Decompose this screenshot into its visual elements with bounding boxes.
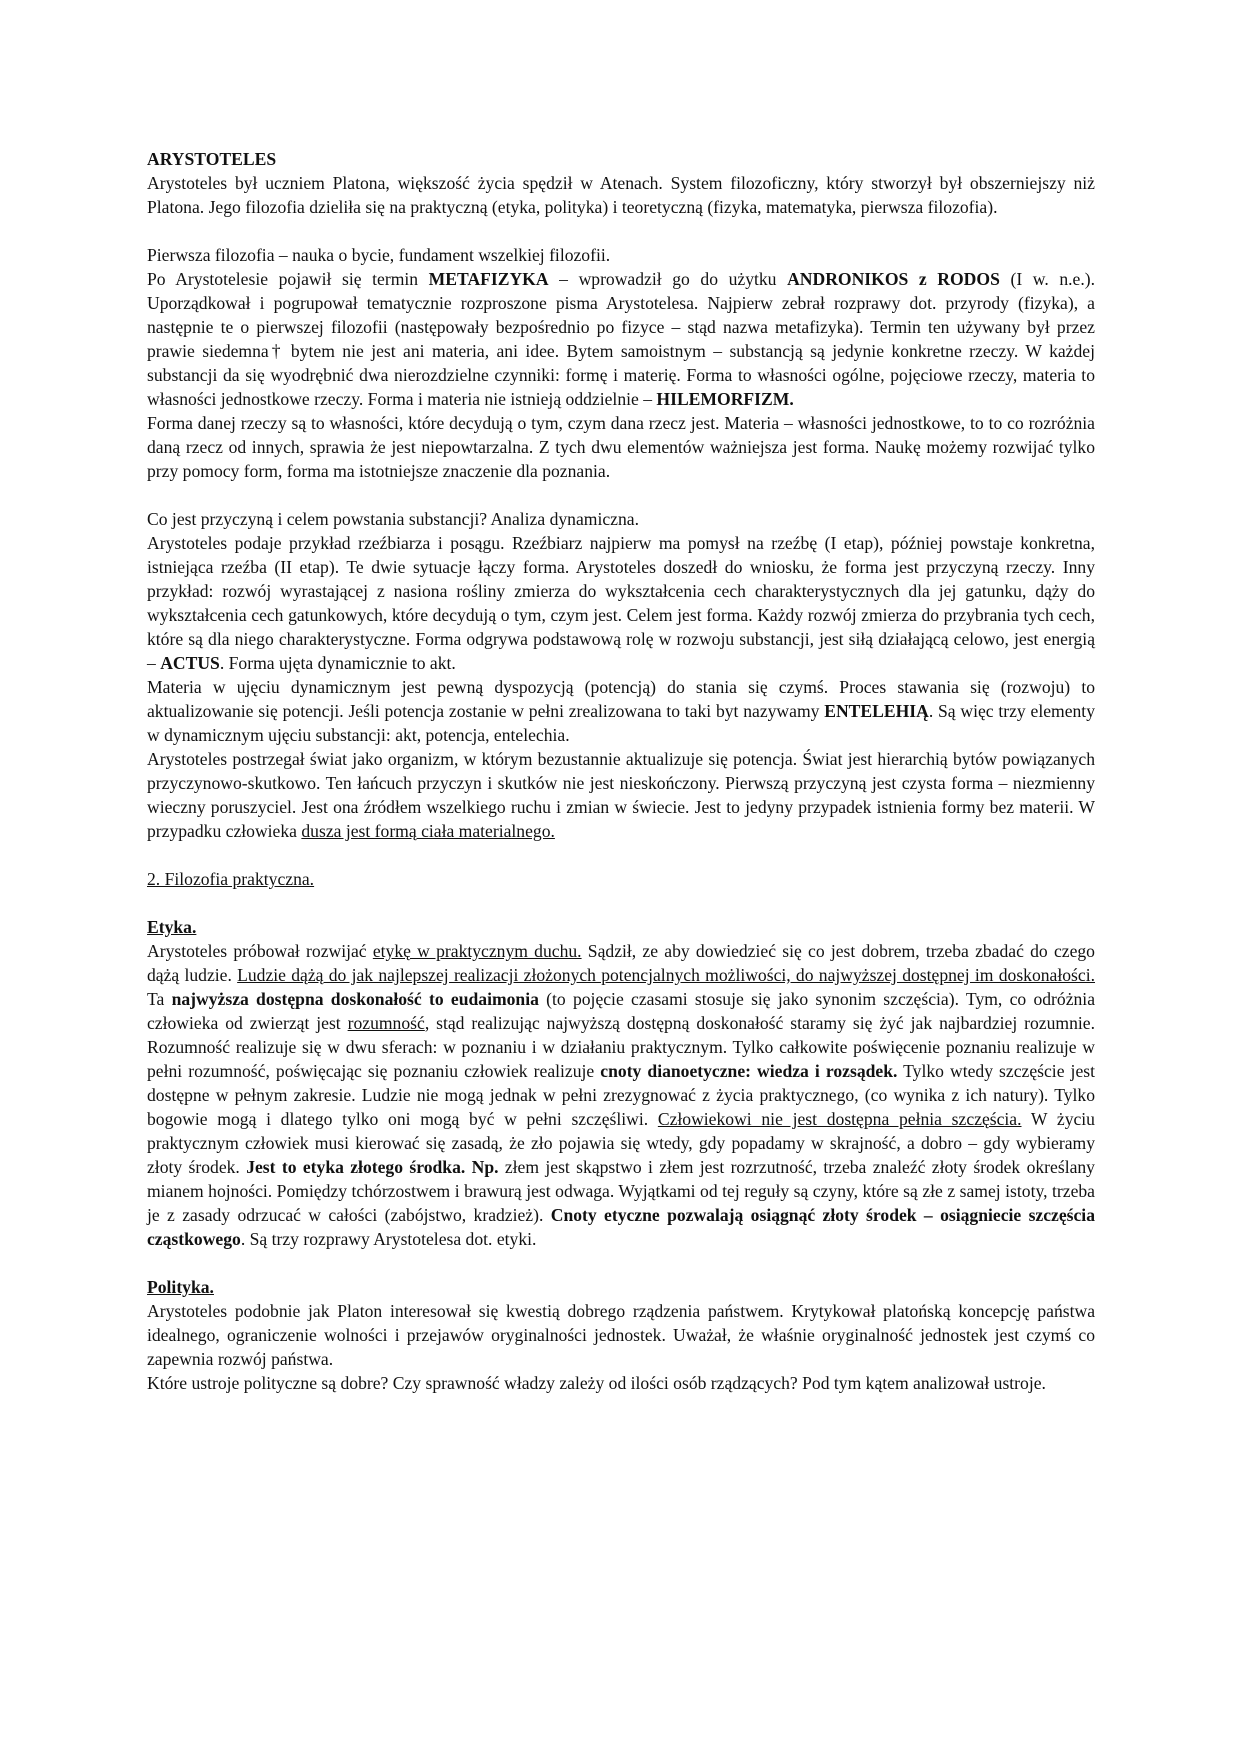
- actus-term: ACTUS: [160, 653, 220, 673]
- spacer: [147, 483, 1095, 507]
- politics-question-paragraph: Które ustroje polityczne są dobre? Czy sprawność władzy zależy od ilości osób rządzących? Pod tym kątem analizował ustroje.: [147, 1373, 1046, 1393]
- first-philosophy-paragraph: Pierwsza filozofia – nauka o bycie, fundament wszelkiej filozofii.: [147, 245, 611, 265]
- ethics-paragraph: Arystoteles próbował rozwijać etykę w praktycznym duchu. Sądził, ze aby dowiedzieć się co jest dobrem, trzeba zbadać do czego dążą ludzie. Ludzie dążą do jak najlepszej realizacji złożonych potencjalnych możliwości, do najwyższej dostępnej im doskonałości. Ta najwyższa dostępna doskonałość to eudaimonia (to pojęcie czasami stosuje się jako synonim szczęścia). Tym, co odróżnia człowieka od zwierząt jest rozumność, stąd realizując najwyższą dostępną doskonałość staramy się żyć jak najbardziej rozumnie. Rozumność realizuje się w dwu sferach: w poznaniu i w działaniu praktycznym. Tylko całkowite poświęcenie poznaniu realizuje w pełni rozumność, poświęcając się poznaniu człowiek realizuje cnoty dianoetyczne: wiedza i rozsądek. Tylko wtedy szczęście jest dostępne w pełnym zakresie. Ludzie nie mogą jednak w pełni zrezygnować z życia praktycznego, (co wynika z ich natury). Tylko bogowie mogą i dlatego tylko oni mogą być w pełni szczęśliwi. Człowiekowi nie jest dostępna pełnia szczęścia. W życiu praktycznym człowiek musi kierować się zasadą, że zło pojawia się wtedy, gdy popadamy w skrajność, a dobro – gdy wybieramy złoty środek. Jest to etyka złotego środka. Np. złem jest skąpstwo i złem jest rozrzutność, trzeba znaleźć złoty środek określany mianem hojności. Pomiędzy tchórzostwem i brawurą jest odwaga. Wyjątkami od tej reguły są czyny, które są złe z samej istoty, trzeba je z zasady odrzucać w całości (zabójstwo, kradzież). Cnoty etyczne pozwalają osiągnąć złoty środek – osiągniecie szczęścia cząstkowego. Są trzy rozprawy Arystotelesa dot. etyki.: [147, 941, 1096, 1249]
- metaphysics-paragraph: Po Arystotelesie pojawił się termin METAFIZYKA – wprowadził go do użytku ANDRONIKOS z RODOS (I w. n.e.). Uporządkował i pogrupował tematycznie rozproszone pisma Arystotelesa. Najpierw zebrał rozprawy dot. przyrody (fizyka), a następnie te o pierwszej filozofii (następowały bezpośrednio po fizyce – stąd nazwa metafizyka). Termin ten używany był przez prawie siedemna† bytem nie jest ani materia, ani idee. Bytem samoistnym – substancją są jedynie konkretne rzeczy. W każdej substancji da się wyodrębnić dwa nierozdzielne czynniki: formę i materię. Forma to własności ogólne, pojęciowe rzeczy, materia to własności jednostkowe rzeczy. Forma i materia nie istnieją oddzielnie – HILEMORFIZM.: [147, 269, 1095, 409]
- dynamic-question: Co jest przyczyną i celem powstania substancji? Analiza dynamiczna.: [147, 509, 639, 529]
- dynamic-analysis-paragraph: Arystoteles podaje przykład rzeźbiarza i posągu. Rzeźbiarz najpierw ma pomysł na rzeźbę (I etap), później powstaje konkretna, istniejąca rzeźba (II etap). Te dwie sytuacje łączy forma. Arystoteles doszedł do wniosku, że forma jest przyczyną rzeczy. Inny przykład: rozwój wyrastającej z nasiona rośliny zmierza do wykształcenia cech charakterystycznych dla jej gatunku, dąży do wykształcenia cech gatunkowych, które decydują o tym, czym jest. Celem jest forma. Każdy rozwój zmierza do przybrania tych cech, które są dla niego charakterystyczne. Forma odgrywa podstawową rolę w rozwoju substancji, jest siłą działającą celowo, jest energią – ACTUS. Forma ujęta dynamicznie to akt.: [147, 533, 1095, 673]
- ethics-heading: Etyka.: [147, 917, 197, 937]
- metafizyka-term: METAFIZYKA: [428, 269, 549, 289]
- spacer: [147, 843, 1095, 867]
- entelehia-term: ENTELEHIĄ: [824, 701, 929, 721]
- politics-paragraph: Arystoteles podobnie jak Platon interesował się kwestią dobrego rządzenia państwem. Krytykował platońską koncepcję państwa idealnego, ograniczenie wolności i przejawów oryginalności jednostek. Uważał, że właśnie oryginalność jednostek jest czymś co zapewnia rozwój państwa.: [147, 1301, 1095, 1369]
- document-page: [147, 147, 1095, 1395]
- world-paragraph: Arystoteles postrzegał świat jako organizm, w którym bezustannie aktualizuje się potencja. Świat jest hierarchią bytów powiązanych przyczynowo-skutkowo. Ten łańcuch przyczyn i skutków nie jest nieskończony. Pierwszą przyczyną jest czysta forma – niezmienny wieczny poruszyciel. Jest ona źródłem wszelkiego ruchu i zmian w świecie. Jest to jedyny przypadek istnienia formy bez materii. W przypadku człowieka dusza jest formą ciała materialnego.: [147, 749, 1095, 841]
- spacer: [147, 219, 1095, 243]
- section-heading-practical: 2. Filozofia praktyczna.: [147, 869, 315, 889]
- soul-form-phrase: dusza jest formą ciała materialnego.: [301, 821, 555, 841]
- spacer: [147, 891, 1095, 915]
- matter-paragraph: Materia w ujęciu dynamicznym jest pewną dyspozycją (potencją) do stania się czymś. Proces stawania się (rozwoju) to aktualizowanie się potencji. Jeśli potencja zostanie w pełni zrealizowana to taki byt nazywamy ENTELEHIĄ. Są więc trzy elementy w dynamicznym ujęciu substancji: akt, potencja, entelechia.: [147, 677, 1095, 745]
- hilemorfizm-term: HILEMORFIZM.: [656, 389, 794, 409]
- spacer: [147, 1251, 1095, 1275]
- form-paragraph: Forma danej rzeczy są to własności, które decydują o tym, czym dana rzecz jest. Materia – własności jednostkowe, to to co rozróżnia daną rzecz od innych, sprawia że jest niepowtarzalna. Z tych dwu elementów ważniejsza jest forma. Naukę możemy rozwijać tylko przy pomocy form, forma ma istotniejsze znaczenie dla poznania.: [147, 413, 1095, 481]
- page-title: ARYSTOTELES: [147, 149, 277, 169]
- andronikos-term: ANDRONIKOS z RODOS: [787, 269, 1000, 289]
- politics-heading: Polityka.: [147, 1277, 214, 1297]
- intro-paragraph: Arystoteles był uczniem Platona, większość życia spędził w Atenach. System filozoficzny, który stworzył był obszerniejszy niż Platona. Jego filozofia dzieliła się na praktyczną (etyka, polityka) i teoretyczną (fizyka, matematyka, pierwsza filozofia).: [147, 173, 1095, 217]
